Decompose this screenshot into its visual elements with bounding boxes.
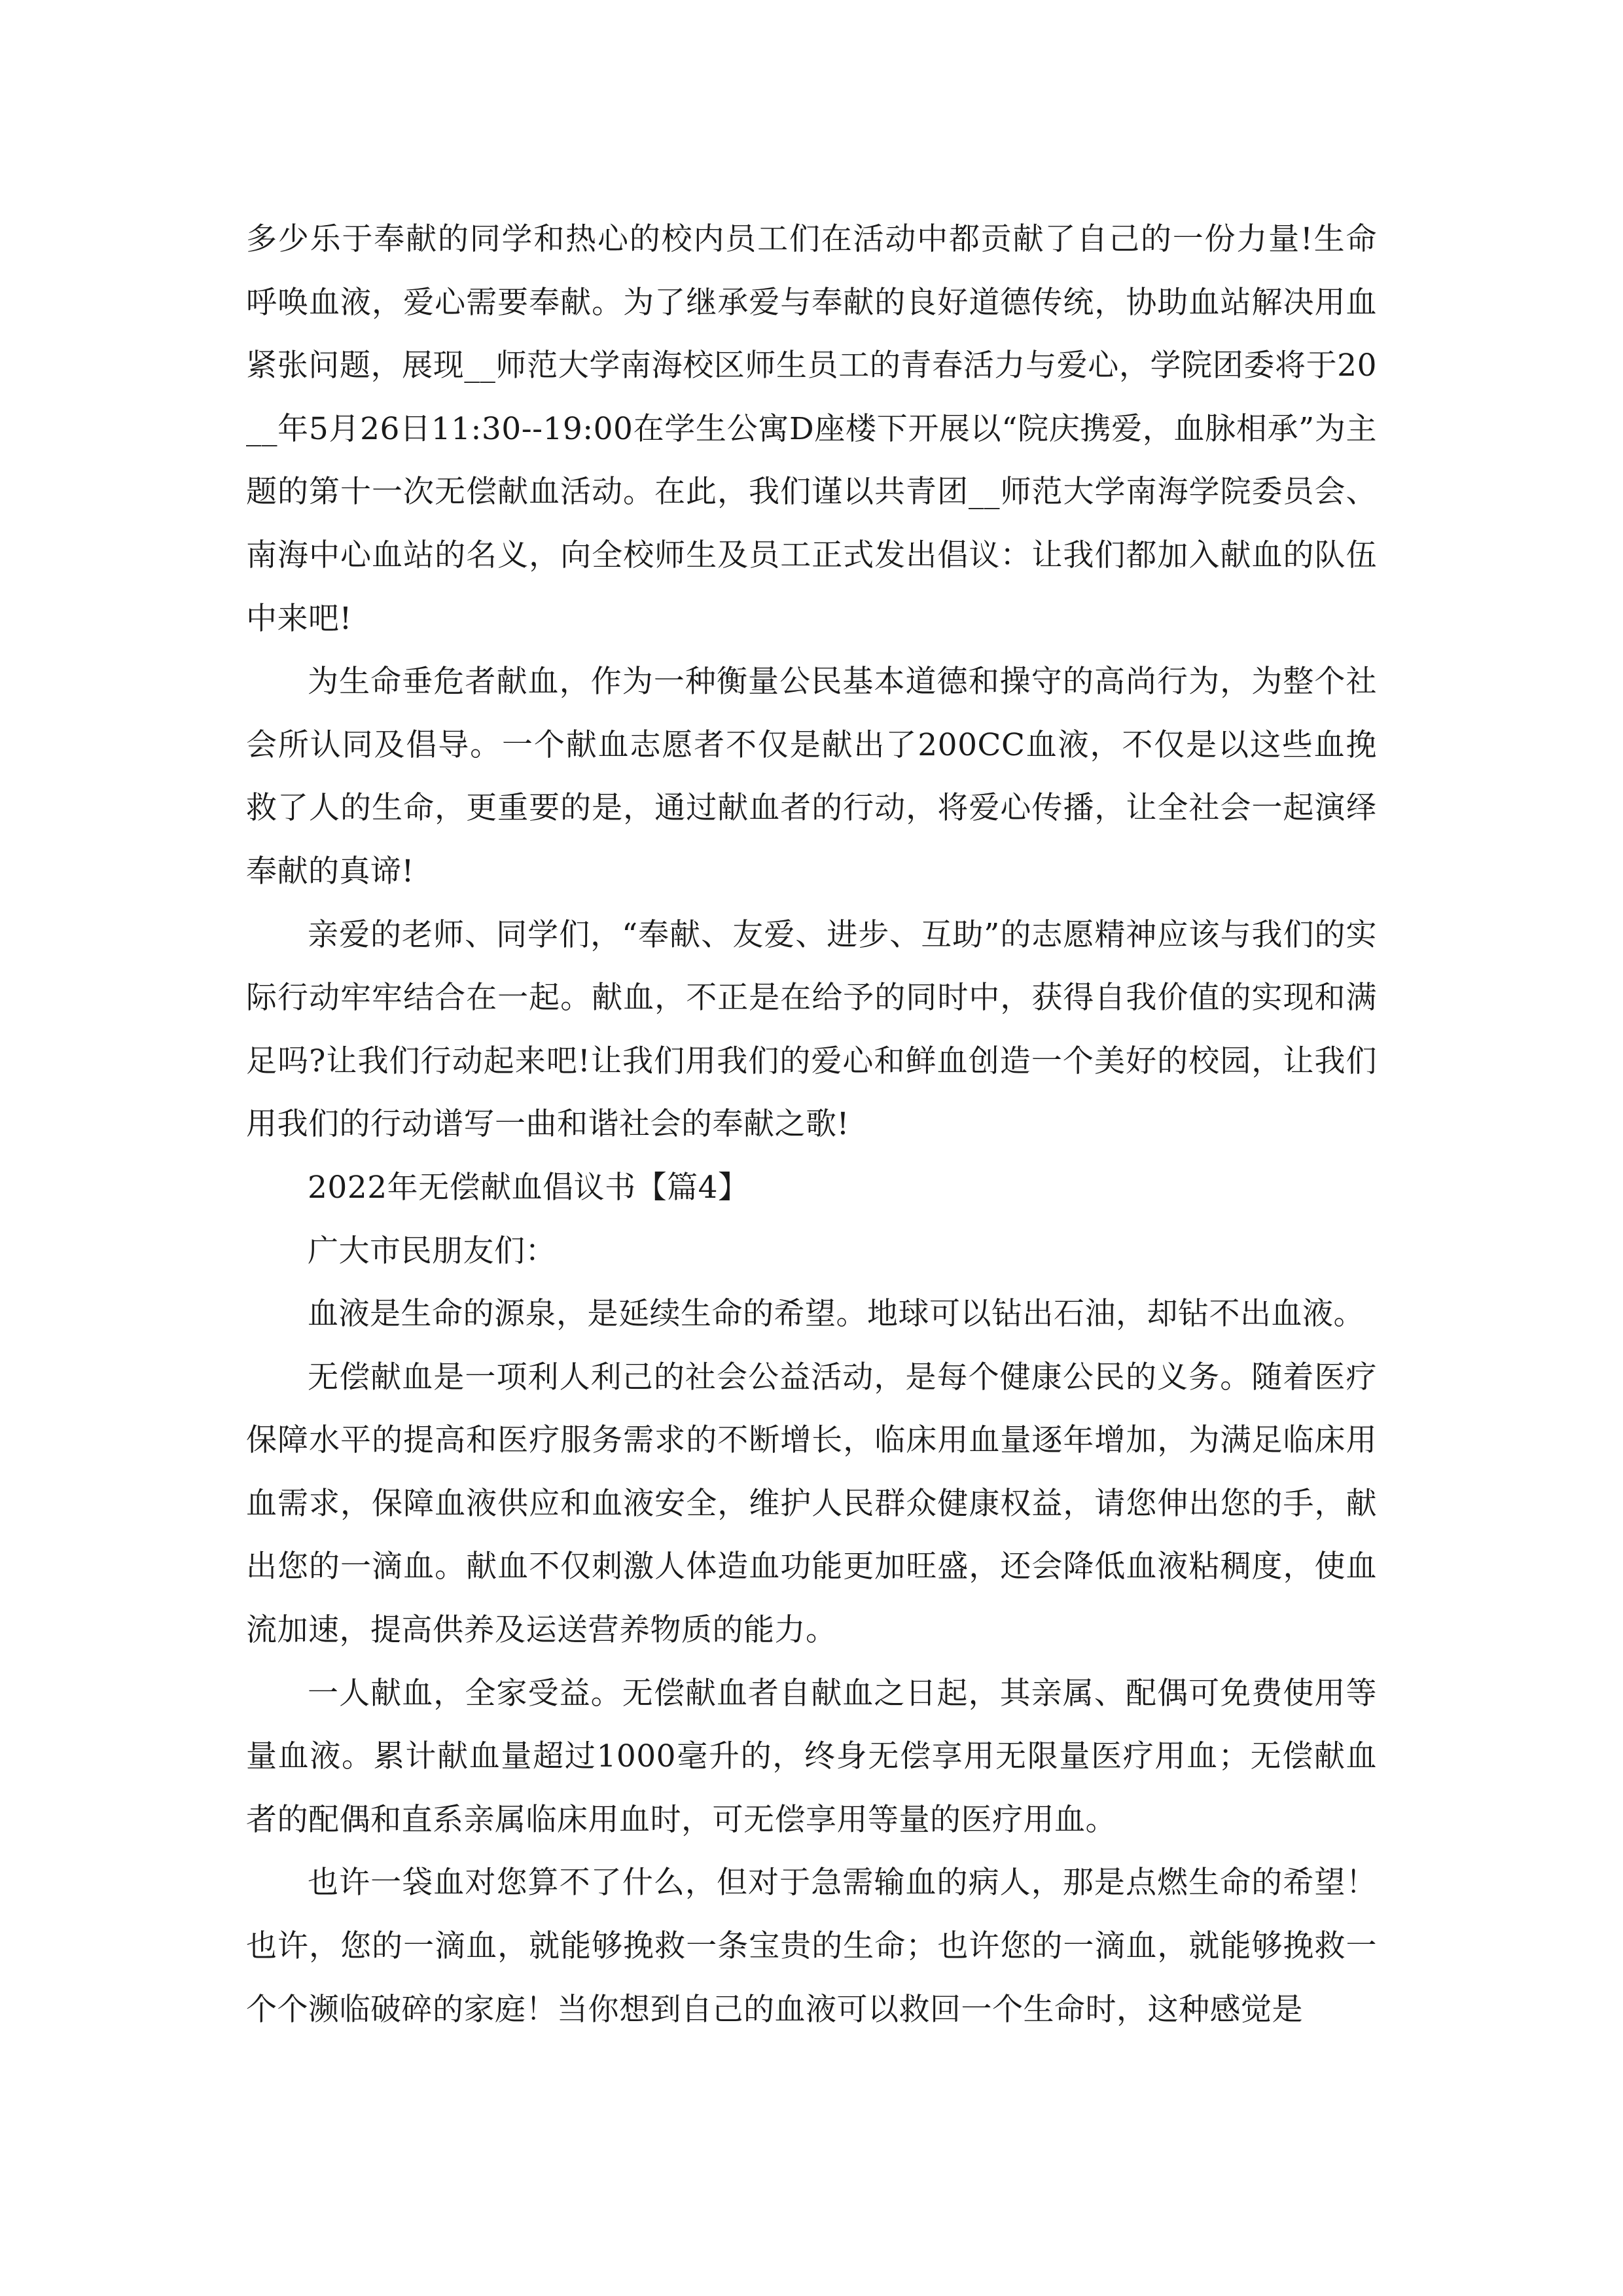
paragraph-donation-value: 为生命垂危者献血，作为一种衡量公民基本道德和操守的高尚行为，为整个社会所认同及倡导。一个献血志愿者不仅是献出了200CC血液，不仅是以这些血挽救了人的生命，更重要的是，通过献血者的行动，将爱心传播，让全社会一起演绎奉献的真谛! <box>246 664 1377 889</box>
section-heading: 2022年无偿献血倡议书【篇4】 <box>308 1169 749 1206</box>
paragraph-blood-source: 血液是生命的源泉，是延续生命的希望。地球可以钻出石油，却钻不出血液。 <box>308 1296 1364 1333</box>
salutation: 广大市民朋友们： <box>308 1232 556 1269</box>
paragraph-campaign-intro: 多少乐于奉献的同学和热心的校内员工们在活动中都贡献了自己的一份力量!生命呼唤血液，爱心需要奉献。为了继承爱与奉献的良好道德传统，协助血站解决用血紧张问题，展现__师范大学南海校区师生员工的青春活力与爱心，学院团委将于20__年5月26日11:30--19:00在学生公寓D座楼下开展以“院庆携爱，血脉相承”为主题的第十一次无偿献血活动。在此，我们谨以共青团__师范大学南海学院委员会、南海中心血站的名义，向全校师生及员工正式发出倡议：让我们都加入献血的队伍中来吧! <box>246 221 1377 637</box>
paragraph-public-welfare: 无偿献血是一项利人利己的社会公益活动，是每个健康公民的义务。随着医疗保障水平的提高和医疗服务需求的不断增长，临床用血量逐年增加，为满足临床用血需求，保障血液供应和血液安全，维护人民群众健康权益，请您伸出您的手，献出您的一滴血。献血不仅刺激人体造血功能更加旺盛，还会降低血液粘稠度，使血流加速，提高供养及运送营养物质的能力。 <box>246 1359 1377 1649</box>
document-body <box>246 208 1377 2041</box>
paragraph-hope-of-life: 也许一袋血对您算不了什么，但对于急需输血的病人，那是点燃生命的希望！也许，您的一滴血，就能够挽救一条宝贵的生命；也许您的一滴血，就能够挽救一个个濒临破碎的家庭！当你想到自己的血液可以救回一个生命时，这种感觉是 <box>246 1865 1377 2028</box>
paragraph-appeal-to-teachers-students: 亲爱的老师、同学们，“奉献、友爱、进步、互助”的志愿精神应该与我们的实际行动牢牢结合在一起。献血，不正是在给予的同时中，获得自我价值的实现和满足吗?让我们行动起来吧!让我们用我们的爱心和鲜血创造一个美好的校园，让我们用我们的行动谱写一曲和谐社会的奉献之歌! <box>246 916 1377 1143</box>
paragraph-family-benefit: 一人献血，全家受益。无偿献血者自献血之日起，其亲属、配偶可免费使用等量血液。累计献血量超过1000毫升的，终身无偿享用无限量医疗用血；无偿献血者的配偶和直系亲属临床用血时，可无偿享用等量的医疗用血。 <box>246 1675 1377 1838</box>
